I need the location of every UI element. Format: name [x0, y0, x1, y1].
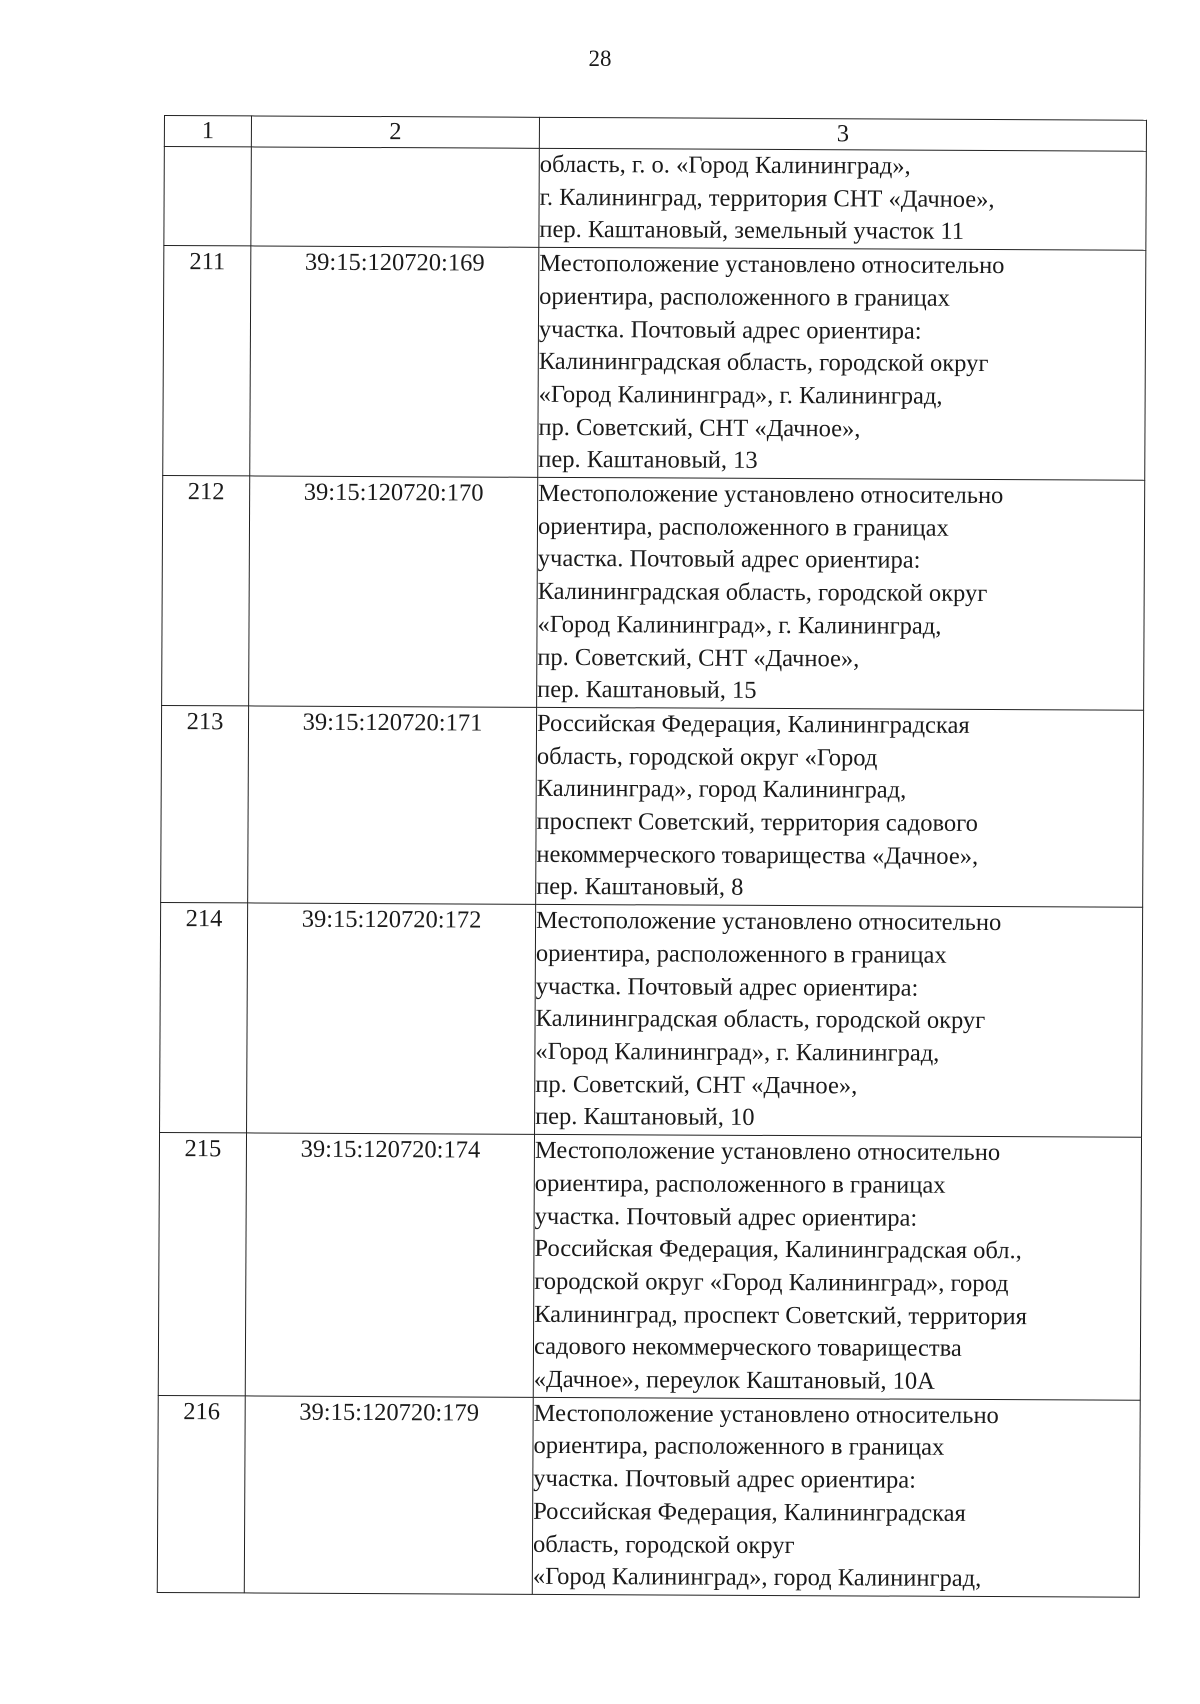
cadastral-number-cell: 39:15:120720:170: [249, 476, 538, 707]
address-cell: Местоположение установлено относительно ориентира, расположенного в границах участка. Почтовый адрес ориентира: Калининградская область, городской округ «Город Калининград», г. Калининград, пр. Советский, СНТ «Дачное», пер. Каштановый, 13: [538, 247, 1146, 480]
cadastral-number-cell: 39:15:120720:172: [247, 903, 536, 1134]
address-cell: Местоположение установлено относительно ориентира, расположенного в границах участка. Почтовый адрес ориентира: Российская Федерация, Калининградская обл., городской округ «Город Калининград», город Калининград, проспект Советский, территория садового некоммерческого товарищества «Дачное», переулок Каштановый, 10А: [533, 1134, 1141, 1400]
cadastral-number-cell: 39:15:120720:171: [248, 706, 537, 905]
cadastral-number-cell: 39:15:120720:169: [250, 246, 539, 477]
cadastral-number-cell: 39:15:120720:174: [245, 1133, 534, 1397]
row-number-cell: 214: [160, 903, 248, 1133]
page-number: 28: [588, 46, 612, 71]
land-plot-table: [157, 115, 1147, 1598]
address-cell: область, г. о. «Город Калининград», г. Калининград, территория СНТ «Дачное», пер. Каштановый, земельный участок 11: [539, 148, 1146, 250]
cadastral-number-cell: 39:15:120720:179: [244, 1396, 533, 1595]
row-number-cell: 212: [162, 476, 250, 706]
table-row: [157, 1395, 1140, 1597]
cadastral-number-cell: [251, 147, 539, 248]
table-row: [163, 246, 1146, 481]
table-header-row: [164, 116, 1146, 152]
column-header-address: 3: [539, 117, 1146, 151]
address-cell: Местоположение установлено относительно ориентира, расположенного в границах участка. Почтовый адрес ориентира: Калининградская область, городской округ «Город Калининград», г. Калининград, пр. Советский, СНТ «Дачное», пер. Каштановый, 15: [537, 477, 1145, 710]
address-cell: Местоположение установлено относительно ориентира, расположенного в границах участка. Почтовый адрес ориентира: Калининградская область, городской округ «Город Калининград», г. Калининград, пр. Советский, СНТ «Дачное», пер. Каштановый, 10: [535, 904, 1143, 1137]
row-number-cell: 211: [163, 246, 251, 476]
row-number-cell: 213: [161, 705, 249, 903]
column-header-cadastral: 2: [251, 116, 539, 148]
row-number-cell: 215: [158, 1133, 246, 1396]
table-row: [164, 147, 1146, 251]
row-number-cell: [164, 147, 251, 247]
table-row: [162, 476, 1145, 711]
address-cell: Местоположение установлено относительно ориентира, расположенного в границах участка. Почтовый адрес ориентира: Российская Федерация, Калининградская область, городской округ «Город Калининград», город Калининград,: [532, 1397, 1140, 1597]
table-row: [161, 705, 1144, 907]
row-number-cell: 216: [157, 1395, 245, 1593]
table-row: [158, 1133, 1141, 1400]
column-header-number: 1: [164, 116, 251, 147]
table-row: [160, 903, 1143, 1138]
address-cell: Российская Федерация, Калининградская область, городской округ «Город Калининград», город Калининград, проспект Советский, территория садового некоммерческого товарищества «Дачное», пер. Каштановый, 8: [536, 707, 1144, 907]
